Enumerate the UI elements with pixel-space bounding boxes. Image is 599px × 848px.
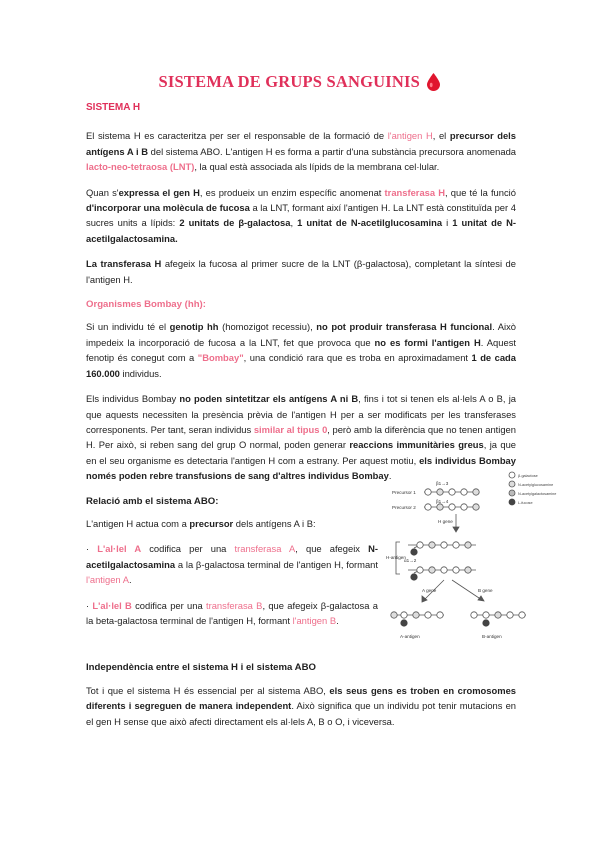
text: Si un individu té el: [86, 321, 170, 333]
text: .: [128, 574, 132, 586]
text: codifica per una: [141, 543, 235, 555]
text: , però amb la diferència que no tenen antigen H. Per això, si reben sang del grup O normal, poden generar: [86, 423, 516, 451]
legend-fucose: L-fucose: [518, 501, 533, 505]
text: , ja que en el seu organisme es detectaria l'antigen H com a estrany. Per aquest motiu,: [86, 439, 516, 466]
text: individus.: [119, 367, 162, 379]
label-a-gene: A gene: [422, 588, 437, 593]
highlight: L'al·lel B: [92, 599, 132, 611]
highlight: l'antigen B: [292, 614, 337, 626]
highlight: transferasa H: [384, 186, 446, 198]
text: i: [442, 217, 453, 229]
text: .: [336, 614, 339, 626]
label-h-gene: H gene: [438, 519, 453, 524]
legend-glcnac: N-acetylglucosamine: [518, 483, 554, 487]
label-link-b13: β1→3: [436, 481, 449, 486]
text: Quan s': [86, 186, 119, 198]
paragraph-independence: [86, 683, 516, 729]
text: . Aquest fenotip és conegut com a: [86, 336, 516, 364]
bold-text: reaccions immunitàries greus: [349, 439, 484, 451]
text: Tot i que el sistema H és essencial per al sistema ABO,: [86, 684, 330, 696]
text: L'antigen H actua com a: [86, 517, 190, 529]
highlight: transferasa B: [205, 599, 263, 611]
subheading-abo: Relació amb el sistema ABO:: [86, 495, 219, 507]
text: . Això significa que un individu pot tenir mutacions en el gen H sense que això afecti directament els al·lels A, B o O, i viceversa.: [86, 700, 516, 727]
bold-text: genotip hh: [169, 321, 219, 333]
highlight: l'antigen A: [86, 574, 129, 586]
text: a la LNT, formant així l'antigen H. La LNT està constituïda per 4 sucres units a lípids:: [86, 202, 516, 229]
text: El sistema H es caracteritza per ser el responsable de la formació de: [86, 130, 388, 142]
bold-text: no poden sintetitzar els antígens A ni B: [179, 393, 359, 405]
text: , que afegeix: [295, 543, 369, 555]
title-row: [0, 72, 599, 92]
bold-text: N-acetilgalactosamina: [86, 543, 378, 570]
label-link-a12: α1→2: [404, 558, 417, 563]
text: , que afegeix β-galactosa a la beta-galactosa terminal de l'antigen H, formant: [86, 599, 378, 626]
label-h-antigen: H-antigen: [386, 555, 406, 560]
highlight: similar al tipus 0: [253, 423, 328, 435]
text: , el: [432, 130, 450, 142]
label-b-gene: B gene: [478, 588, 493, 593]
figure-svg: [386, 470, 557, 645]
paragraph-transferasa: [86, 256, 516, 287]
paragraph-gen-h: [86, 185, 516, 247]
bold-text: 1 de cada 160.000: [86, 352, 516, 379]
text: .: [388, 470, 392, 482]
bold-text: no pot produir transferasa H funcional: [316, 321, 493, 333]
highlight: "Bombay": [197, 352, 244, 364]
label-precursor-1: Precursor 1: [392, 490, 416, 495]
text: , es produeix un enzim específic anomenat: [199, 186, 385, 198]
text: , fins i tot si tenen els al·lels A o B, ja que aquests necessiten la presència prèvia de l'antigen H per a ser modificats per les transferases corresponents. Per tant, seran individus: [86, 393, 517, 435]
bold-text: els seus gens es troben en cromosomes diferents i segreguen de manera independent: [86, 684, 516, 712]
paragraph-intro: [86, 128, 516, 174]
text: . Això impedeix la incorporació de fucosa a la LNT, fet que provoca que: [86, 321, 516, 348]
antigen-biosynthesis-figure: [386, 470, 557, 645]
bold-text: 1 unitat de N-acetilgalactosamina.: [86, 217, 516, 244]
text: ·: [86, 599, 93, 611]
label-precursor-2: Precursor 2: [392, 505, 416, 510]
label-a-antigen: A-antigen: [400, 634, 420, 639]
text: del sistema ABO. L'antigen H es forma a partir d'una substància precursora anomenada: [147, 145, 517, 157]
label-b-antigen: B-antigen: [482, 634, 502, 639]
text: codifica per una: [131, 599, 206, 611]
legend-galactose: β-galactose: [518, 474, 538, 478]
page-title: SISTEMA DE GRUPS SANGUINIS: [158, 72, 421, 91]
text: ·: [86, 543, 98, 555]
paragraph-precursor: [86, 516, 378, 531]
text: afegeix la fucosa al primer sucre de la LNT (β-galactosa), completant la síntesi de l'antigen H.: [86, 258, 516, 285]
bold-text: 1 unitat de N-acetilglucosamina: [297, 217, 443, 229]
bold-text: precursor: [189, 517, 234, 529]
bold-text: no es formi l'antigen H: [374, 336, 481, 348]
text: (homozigot recessiu),: [218, 321, 317, 333]
legend-galnac: N-acetylgalactosamine: [518, 492, 557, 496]
text: , que té la funció: [445, 186, 516, 198]
paragraph-allele-a: [86, 541, 378, 587]
text: , la qual està associada als lípids de la membrana cel·lular.: [194, 161, 440, 173]
bold-text: La transferasa H: [86, 258, 162, 270]
subheading-bombay: Organismes Bombay (hh):: [86, 299, 206, 311]
bold-text: els individus Bombay només poden rebre transfusions de sang d'altres individus Bombay: [86, 454, 516, 482]
highlight: L'al·lel A: [97, 543, 142, 555]
text: ,: [290, 217, 298, 229]
bold-text: 2 unitats de β-galactosa: [179, 217, 291, 229]
blood-drop-icon: [427, 73, 440, 91]
bold-text: precursor dels antígens A i B: [86, 130, 516, 157]
text: Els individus Bombay: [86, 393, 180, 405]
bold-text: expressa el gen H: [118, 186, 200, 198]
highlight: lacto-neo-tetraosa (LNT): [86, 161, 195, 173]
text: dels antígens A i B:: [233, 517, 316, 529]
text: a la β-galactosa terminal de l'antigen H, formant: [175, 558, 378, 570]
text: , una condició rara que es troba en aproximadament: [243, 352, 472, 364]
highlight: l'antigen H: [387, 130, 433, 142]
paragraph-bombay-genotype: [86, 319, 516, 381]
label-link-b14: β1→4: [436, 499, 449, 504]
bold-text: d'incorporar una molècula de fucosa: [86, 202, 250, 214]
section-heading-sistema-h: SISTEMA H: [86, 102, 141, 113]
paragraph-allele-b: [86, 598, 378, 629]
highlight: transferasa A: [234, 543, 296, 555]
subheading-independence: Independència entre el sistema H i el sistema ABO: [86, 662, 316, 674]
